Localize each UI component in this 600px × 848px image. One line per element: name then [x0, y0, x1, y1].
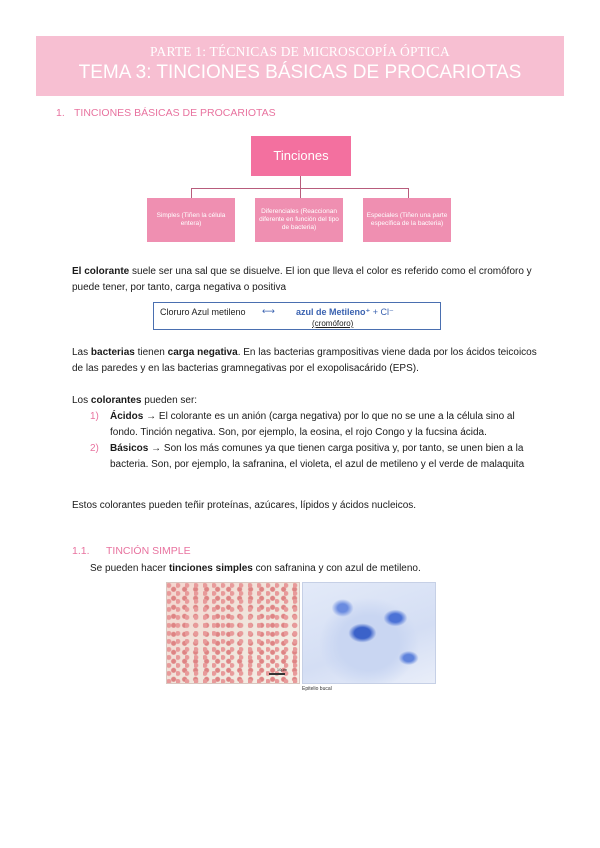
connector-line: [300, 176, 301, 188]
text: con safranina y con azul de metileno.: [252, 563, 421, 574]
connector-line: [191, 188, 192, 198]
diagram-child-diferenciales: Diferenciales (Reaccionan diferente en función del tipo de bacteria): [255, 198, 343, 242]
scale-bar: [269, 673, 285, 675]
paragraph-tinen: Estos colorantes pueden teñir proteínas, azúcares, lípidos y ácidos nucleicos.: [72, 500, 417, 511]
bold-text: bacterias: [90, 347, 135, 358]
micrograph-figures: [166, 582, 434, 682]
topic-title: TEMA 3: TINCIONES BÁSICAS DE PROCARIOTAS: [78, 62, 522, 83]
diagram-child-especiales: Especiales (Tiñen una parte específica de la bacteria): [363, 198, 451, 242]
formula-cation: azul de Metileno⁺: [296, 307, 371, 317]
diagram-child-simples: Simples (Tiñen la célula entera): [147, 198, 235, 242]
diagram-root: Tinciones: [251, 136, 351, 176]
formula-arrow: ⟷: [262, 306, 275, 316]
text: → Son los más comunes ya que tienen carga positiva y, por tanto, se unen bien a la bacteria. Son, por ejemplo, la safranina, el violeta, el azul de metileno y el verde de malaquita: [110, 443, 525, 470]
section-title: TINCIONES BÁSICAS DE PROCARIOTAS: [74, 107, 276, 119]
section-heading-1: [56, 107, 276, 119]
bold-text: carga negativa: [167, 347, 238, 358]
safranin-micrograph: [166, 582, 300, 684]
part-title: PARTE 1: TÉCNICAS DE MICROSCOPÍA ÓPTICA: [150, 44, 450, 59]
list-item: [90, 441, 544, 473]
bold-text: colorantes: [90, 395, 142, 406]
text: Las: [72, 347, 91, 358]
scale-bar-label: 10µm: [276, 667, 287, 672]
list-number: 2): [90, 443, 99, 454]
formula-anion: + Cl⁻: [370, 307, 394, 317]
text: . En las bacterias grampositivas viene dada por los ácidos teicoicos de las paredes y en las bacterias gramnegativas por el exopolisacárido (EPS).: [72, 347, 537, 374]
list-number: 1): [90, 411, 99, 422]
section-number: 1.: [56, 107, 65, 119]
formula-right: [296, 307, 394, 318]
section-heading-1-1: [72, 545, 191, 557]
text: suele ser una sal que se disuelve. El ion que lleva el color es referido como el cromóforo y puede tener, por tanto, carga negativa o positiva: [72, 266, 532, 293]
text: pueden ser:: [141, 395, 198, 406]
text: → El colorante es un anión (carga negativa) por lo que no se une a la célula sino al fondo. Tinción negativa. Son, por ejemplo, la eosina, el rojo Congo y la fucsina ácida.: [110, 411, 515, 438]
paragraph-colorantes: [72, 393, 542, 409]
text: Se pueden hacer: [90, 563, 169, 574]
formula-box: [153, 302, 441, 330]
formula-left: Cloruro Azul metileno: [160, 307, 246, 317]
section-title: TINCIÓN SIMPLE: [106, 545, 191, 557]
list-item: [90, 409, 544, 441]
connector-line: [408, 188, 409, 198]
page-header: [36, 36, 564, 96]
colorant-list: [90, 409, 544, 473]
paragraph-tinciones-simples: [90, 561, 560, 577]
formula-label: (cromóforo): [312, 319, 354, 328]
bold-text: El colorante: [72, 266, 130, 277]
section-number: 1.1.: [72, 545, 90, 557]
tinciones-diagram: [145, 136, 455, 246]
methylene-blue-micrograph: [302, 582, 436, 684]
bold-text: Básicos: [110, 443, 149, 454]
connector-line: [300, 188, 301, 198]
bold-text: Ácidos: [110, 411, 144, 422]
text: tienen: [134, 347, 168, 358]
figure-caption: Epitelio bucal: [302, 686, 332, 692]
paragraph-bacterias: [72, 345, 542, 377]
paragraph-colorante: [72, 264, 542, 296]
bold-text: tinciones simples: [168, 563, 253, 574]
text: Los: [72, 395, 91, 406]
